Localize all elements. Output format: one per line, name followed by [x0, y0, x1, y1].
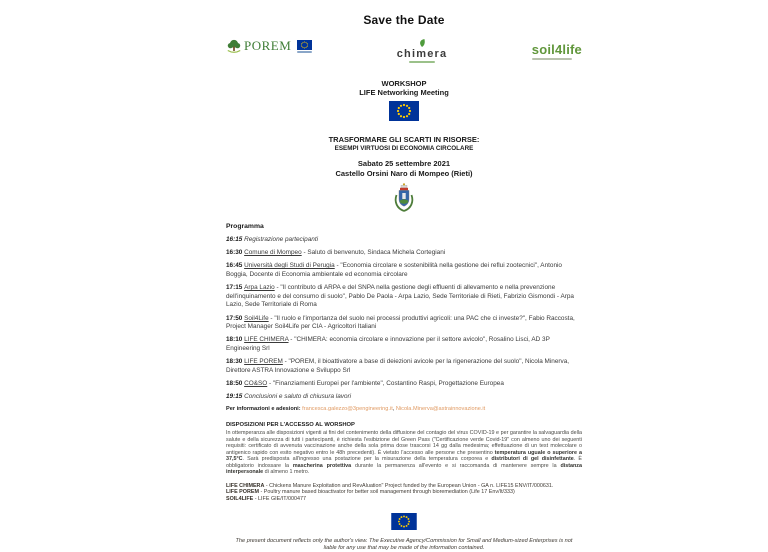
- programma-time: 16:45: [226, 262, 245, 270]
- project-line: [226, 483, 582, 490]
- disposizioni-heading: DISPOSIZIONI PER L'ACCESSO AL WORSHOP: [226, 422, 355, 429]
- footer-disclaimer: The present document reflects only the author's view. The Executive Agency/Commission for Small and Medium-sized Enterprises is not liable for any use that may be made of the information contained.: [235, 537, 573, 551]
- programma-text: - "Economia circolare e sostenibilità nella gestione dei reflui zootecnici", Antonio Boggia, Docente di Economia ambientale ed economia circolare: [226, 262, 562, 278]
- programma-time: 18:30: [226, 358, 245, 366]
- programma-org: Università degli Studi di Perugia: [244, 262, 335, 270]
- eu-flag-footer-block: [226, 513, 582, 535]
- programma-text: Registrazione partecipanti: [244, 236, 319, 243]
- eu-flag-icon: [389, 101, 419, 121]
- programma-time: 19:15: [226, 393, 245, 401]
- programma-org: LIFE POREM: [244, 358, 283, 366]
- disposizioni-segment: . È obbligatorio indossare la: [226, 456, 582, 469]
- programma-org: LIFE CHIMERA: [244, 336, 289, 344]
- programma-org: CO&SO: [244, 379, 268, 387]
- programma-text: - "Il contributo di ARPA e del SNPA nella gestione degli effluenti di allevamento e nella prevenzione dell'inquinamento e del consumo di suolo", Pablo De Paola - Arpa Lazio, Sede Territoriale di Rieti, Fabrizio Gismondi - Arpa Lazio, Sede Territoriale di Roma: [226, 284, 574, 309]
- disposizioni-bold-segment: distributori di gel disinfettante: [491, 456, 574, 463]
- project-name: LIFE POREM: [226, 489, 259, 496]
- porem-subtext-bar: [297, 51, 312, 53]
- project-text: - Poultry manure based bioactivator for better soil management through bioremediation (Life 17 Env/It/333): [258, 489, 515, 496]
- eu-flag-icon: [297, 40, 312, 50]
- programma-heading: Programma: [226, 223, 264, 230]
- disposizioni-body: [226, 430, 582, 476]
- project-name: LIFE CHIMERA: [226, 482, 265, 489]
- programma-time: 16:30: [226, 249, 245, 257]
- programma-item: [226, 393, 582, 402]
- event-date: Sabato 25 settembre 2021: [357, 159, 451, 168]
- programma-time: 16:15: [226, 236, 245, 243]
- event-venue: Castello Orsini Naro di Mompeo (Rieti): [335, 168, 473, 178]
- email-link[interactable]: francesca.galezzo@3pengineering.it: [302, 406, 393, 413]
- disposizioni-segment: . Sarà predisposta all'ingresso una postazione per la misurazione della temperatura corporea e: [242, 456, 492, 463]
- programma-item: [226, 380, 582, 389]
- eu-flag-icon: [391, 513, 417, 530]
- programma-text: - "CHIMERA: economia circolare e innovazione per il settore avicolo", Rosalino Lisci, AD 3P Engineering Srl: [226, 336, 550, 352]
- projects-list: [226, 483, 582, 503]
- workshop-line1: WORKSHOP: [381, 79, 427, 88]
- programma-time: 18:10: [226, 336, 245, 344]
- logo-row: [226, 37, 582, 71]
- porem-logo-text: POREM: [244, 37, 292, 53]
- disposizioni-segment: di almeno 1 metro.: [263, 469, 310, 476]
- chimera-logo: [397, 38, 448, 63]
- info-label: Per informazioni e adesioni:: [226, 406, 301, 413]
- programma-org: Soil4Life: [244, 314, 269, 322]
- mompeo-crest-block: [226, 183, 582, 213]
- programma-list: [226, 236, 582, 402]
- soil4life-subtext-bar: [532, 58, 572, 60]
- programma-item: [226, 284, 582, 310]
- programma-org: Arpa Lazio: [244, 284, 275, 292]
- porem-logo: [226, 37, 312, 54]
- disposizioni-bold-segment: temperatura uguale o superiore a 37,5°C: [226, 449, 582, 463]
- programma-text: Conclusioni e saluto di chiusura lavori: [244, 393, 352, 401]
- date-venue-block: [226, 159, 582, 178]
- eu-flag-block: [226, 101, 582, 126]
- project-name: SOIL4LIFE: [226, 495, 254, 502]
- programma-item: [226, 358, 582, 375]
- programma-org: Comune di Mompeo: [244, 249, 302, 257]
- programma-item: [226, 336, 582, 353]
- workshop-line2: LIFE Networking Meeting: [359, 88, 449, 97]
- chimera-subtext-bar: [409, 61, 435, 63]
- programma-item: [226, 236, 582, 245]
- disposizioni-segment: In ottemperanza alle disposizioni vigenti ai fini del contenimento della diffusione del contagio del virus COVID-19 e per garantire la salvaguardia della salute e della sicurezza di tutti i partecipanti, è richiesta l'esibizione del Green Pass ("Certificazione verde Covid-19" con almeno uno dei seguenti requisiti: certificato di avvenuta vaccinazione anche della sola prima dose trascorsi 14 gg dalla medesima; effettuazione di un test molecolare o antigenico rapido con esito negativo entro le 48h precedenti). È vietato l'accesso alle persone che presentino: [226, 430, 582, 456]
- chimera-leaf-icon: [418, 38, 426, 48]
- programma-item: [226, 315, 582, 332]
- email-link[interactable]: Nicola.Minerva@astrainnovazione.it: [395, 406, 486, 413]
- programma-text: - "POREM, il bioattivatore a base di deiezioni avicole per la rigenerazione del suolo", Nicola Minerva, Direttore ASTRA Innovazione e Sviluppo Srl: [226, 358, 570, 374]
- programma-time: 17:15: [226, 284, 245, 292]
- event-title-line2: ESEMPI VIRTUOSI DI ECONOMIA CIRCOLARE: [334, 145, 474, 152]
- project-text: - Chickens Manure Exploitation and RevAluation" Project funded by the European Union - GA n. LIFE15 ENV/IT/000631.: [264, 482, 554, 489]
- save-the-date-title: Save the Date: [363, 13, 445, 27]
- soil4life-logo-text: soil4life: [531, 42, 582, 57]
- disposizioni-segment: durante la permanenza all'evento e si raccomanda di mantenere sempre la: [351, 462, 561, 469]
- disposizioni-bold-segment: distanza interpersonale: [226, 462, 583, 476]
- programma-item: [226, 249, 582, 258]
- disposizioni-bold-segment: mascherina protettiva: [292, 462, 352, 469]
- soil4life-logo: [532, 42, 582, 60]
- programma-text: - Saluto di benvenuto, Sindaca Michela Cortegiani: [301, 249, 446, 257]
- programma-time: 18:50: [226, 379, 245, 387]
- info-emails: francesca.galezzo@3pengineering.it, Nicola.Minerva@astrainnovazione.it: [302, 406, 486, 413]
- info-line: [226, 406, 582, 412]
- project-text: - LIFE GIE/IT/000477: [253, 495, 306, 502]
- programma-time: 17:50: [226, 314, 245, 322]
- programma-item: [226, 262, 582, 279]
- project-line: [226, 496, 582, 503]
- programma-text: - "Finanziamenti Europei per l'ambiente", Costantino Raspi, Progettazione Europea: [267, 379, 504, 387]
- mompeo-coat-of-arms-icon: [393, 183, 415, 213]
- workshop-heading: [226, 79, 582, 97]
- porem-tree-icon: [226, 39, 242, 54]
- programma-text: - "Il ruolo e l'importanza del suolo nei processi produttivi agricoli: una PAC che ci investe?", Fabio Raccosta, Project Manager Soil4Life per CIA - Agricoltori Italiani: [226, 314, 575, 331]
- chimera-logo-text: chimera: [396, 48, 448, 60]
- project-line: [226, 489, 582, 496]
- event-title-line1: TRASFORMARE GLI SCARTI IN RISORSE:: [328, 135, 480, 144]
